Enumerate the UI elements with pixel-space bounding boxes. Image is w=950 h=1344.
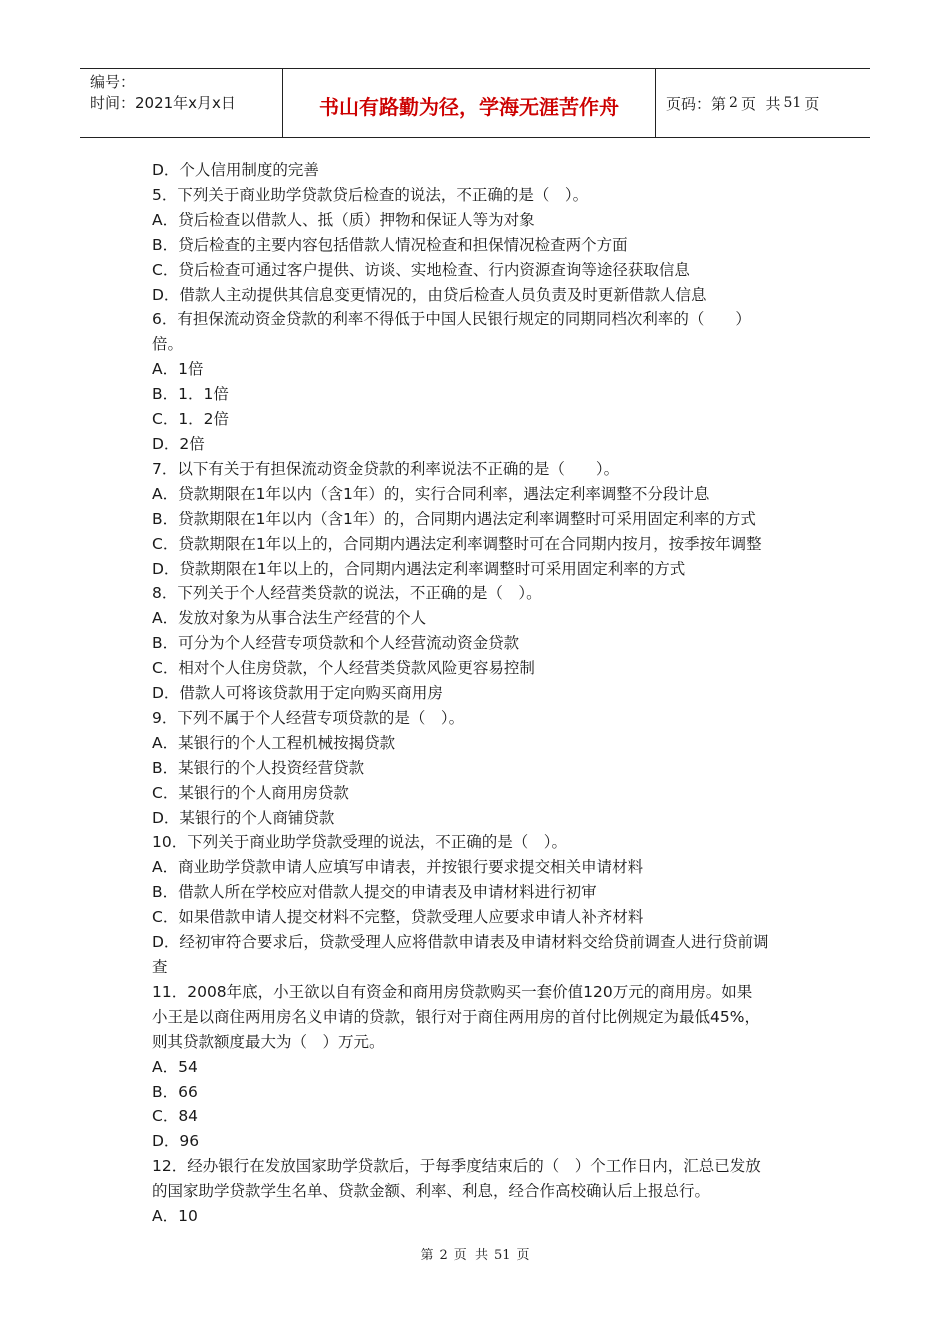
header-page-suffix: 页 [804,94,820,113]
text-line: D．借款人主动提供其信息变更情况的，由贷后检查人员负责及时更新借款人信息 [152,285,707,304]
document-number-label: 编号： [90,73,136,91]
header-page-info [656,69,870,137]
text-line: D．个人信用制度的完善 [152,161,319,179]
text-line: 小王是以商住两用房名义申请的贷款，银行对于商住两用房的首付比例规定为最低45%， [152,1007,760,1026]
text-line: 12．经办银行在发放国家助学贷款后，于每季度结束后的（ ）个工作日内，汇总已发放 [152,1157,761,1176]
header-motto: 书山有路勤为径，学海无涯苦作舟 [282,69,656,137]
text-line: B．66 [152,1082,198,1101]
text-line: 8．下列关于个人经营类贷款的说法，不正确的是（ ）。 [152,584,542,603]
text-line: B．借款人所在学校应对借款人提交的申请表及申请材料进行初审 [152,883,597,902]
text-line: A．商业助学贷款申请人应填写申请表，并按银行要求提交相关申请材料 [152,858,644,877]
text-line: 10．下列关于商业助学贷款受理的说法，不正确的是（ ）。 [152,833,567,852]
text-line: A．10 [152,1207,198,1226]
text-line: B．贷款期限在1年以内（含1年）的，合同期内遇法定利率调整时可采用固定利率的方式 [152,509,756,528]
footer-prefix: 第 [420,1248,434,1263]
page-footer [0,1244,950,1263]
text-line: D．借款人可将该贷款用于定向购买商用房 [152,684,443,703]
text-line: D．某银行的个人商铺贷款 [152,808,335,827]
document-body [152,158,832,1229]
text-line: 9．下列不属于个人经营专项贷款的是（ ）。 [152,708,465,727]
text-line: 11．2008年底，小王欲以自有资金和商用房贷款购买一套价值120万元的商用房。如果 [152,982,753,1001]
page-header [80,68,870,138]
text-line: C．相对个人住房贷款，个人经营类贷款风险更容易控制 [152,659,535,678]
text-line: A．贷款期限在1年以内（含1年）的，实行合同利率，遇法定利率调整不分段计息 [152,484,710,503]
text-line: 倍。 [152,335,184,354]
text-line: 的国家助学贷款学生名单、贷款金额、利率、利息，经合作高校确认后上报总行。 [152,1182,711,1201]
text-line: B．某银行的个人投资经营贷款 [152,758,365,777]
text-line: 5．下列关于商业助学贷款贷后检查的说法，不正确的是（ ）。 [152,185,589,204]
text-line: 6．有担保流动资金贷款的利率不得低于中国人民银行规定的同期同档次利率的（ ） [152,310,751,329]
header-page-total: 51 [783,95,802,111]
text-line: 7．以下有关于有担保流动资金贷款的利率说法不正确的是（ ）。 [152,459,620,478]
footer-suffix: 页 [516,1248,530,1263]
text-line: B．可分为个人经营专项贷款和个人经营流动资金贷款 [152,634,520,653]
header-page-mid: 页 共 [740,94,781,113]
header-page-prefix: 页码：第 [666,94,727,113]
text-line: 查 [152,958,168,976]
text-line: C．某银行的个人商用房贷款 [152,783,349,802]
text-line: D．96 [152,1132,200,1151]
header-page-current: 2 [729,95,738,111]
text-line: B．1．1倍 [152,385,229,404]
text-line: A．某银行的个人工程机械按揭贷款 [152,733,396,752]
text-line: C．贷款期限在1年以上的，合同期内遇法定利率调整时可在合同期内按月，按季按年调整 [152,534,762,553]
text-line: D．贷款期限在1年以上的，合同期内遇法定利率调整时可采用固定利率的方式 [152,559,686,578]
text-line: C．84 [152,1107,199,1126]
text-line: A．发放对象为从事合法生产经营的个人 [152,609,427,628]
text-line: A．贷后检查以借款人、抵（质）押物和保证人等为对象 [152,210,535,229]
text-line: A．1倍 [152,360,204,379]
text-line: D．经初审符合要求后，贷款受理人应将借款申请表及申请材料交给贷前调查人进行贷前调 [152,933,769,952]
document-date: 时间：2021年x月x日 [90,94,236,112]
text-line: A．54 [152,1057,198,1076]
footer-mid: 页 共 [453,1248,488,1263]
header-meta [80,69,282,137]
text-line: 则其贷款额度最大为（ ）万元。 [152,1032,385,1051]
text-line: D．2倍 [152,434,205,453]
footer-page-total: 51 [494,1248,511,1263]
text-line: C．如果借款申请人提交材料不完整，贷款受理人应要求申请人补齐材料 [152,908,644,927]
footer-page-current: 2 [439,1248,448,1263]
text-line: B．贷后检查的主要内容包括借款人情况检查和担保情况检查两个方面 [152,235,628,254]
text-line: C．贷后检查可通过客户提供、访谈、实地检查、行内资源查询等途径获取信息 [152,260,690,279]
text-line: C．1．2倍 [152,410,230,429]
